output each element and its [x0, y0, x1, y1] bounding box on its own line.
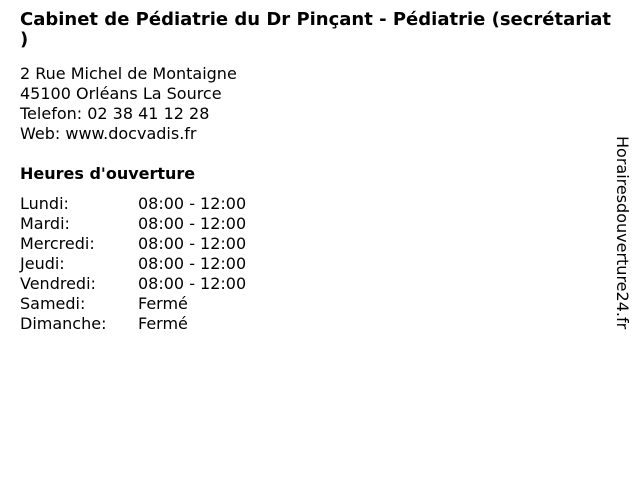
hours-heading: Heures d'ouverture: [20, 164, 196, 183]
city-address: 45100 Orléans La Source: [20, 84, 222, 103]
time-value: 08:00 - 12:00: [138, 274, 247, 293]
time-value: 08:00 - 12:00: [138, 254, 247, 273]
time-value: 08:00 - 12:00: [138, 194, 247, 213]
day-label: Vendredi:: [20, 274, 96, 293]
day-label: Jeudi:: [20, 254, 65, 273]
hours-table: [20, 194, 246, 334]
day-label: Samedi:: [20, 294, 86, 313]
hours-row-tuesday: [20, 214, 246, 234]
hours-row-friday: [20, 274, 246, 294]
watermark-text: Horairesdouverture24.fr: [613, 136, 632, 330]
hours-row-saturday: [20, 294, 246, 314]
day-label: Mercredi:: [20, 234, 95, 253]
business-title: Cabinet de Pédiatrie du Dr Pinçant - Pédiatrie (secrétariat ): [20, 9, 612, 50]
hours-row-thursday: [20, 254, 246, 274]
time-value: 08:00 - 12:00: [138, 234, 247, 253]
day-label: Lundi:: [20, 194, 69, 213]
hours-row-monday: [20, 194, 246, 214]
website: Web: www.docvadis.fr: [20, 124, 197, 143]
phone-number: Telefon: 02 38 41 12 28: [20, 104, 210, 123]
day-label: Mardi:: [20, 214, 70, 233]
day-label: Dimanche:: [20, 314, 107, 333]
hours-row-wednesday: [20, 234, 246, 254]
street-address: 2 Rue Michel de Montaigne: [20, 64, 237, 83]
time-value: 08:00 - 12:00: [138, 214, 247, 233]
hours-row-sunday: [20, 314, 246, 334]
address-block: [20, 64, 237, 144]
time-value: Fermé: [138, 294, 188, 313]
time-value: Fermé: [138, 314, 188, 333]
